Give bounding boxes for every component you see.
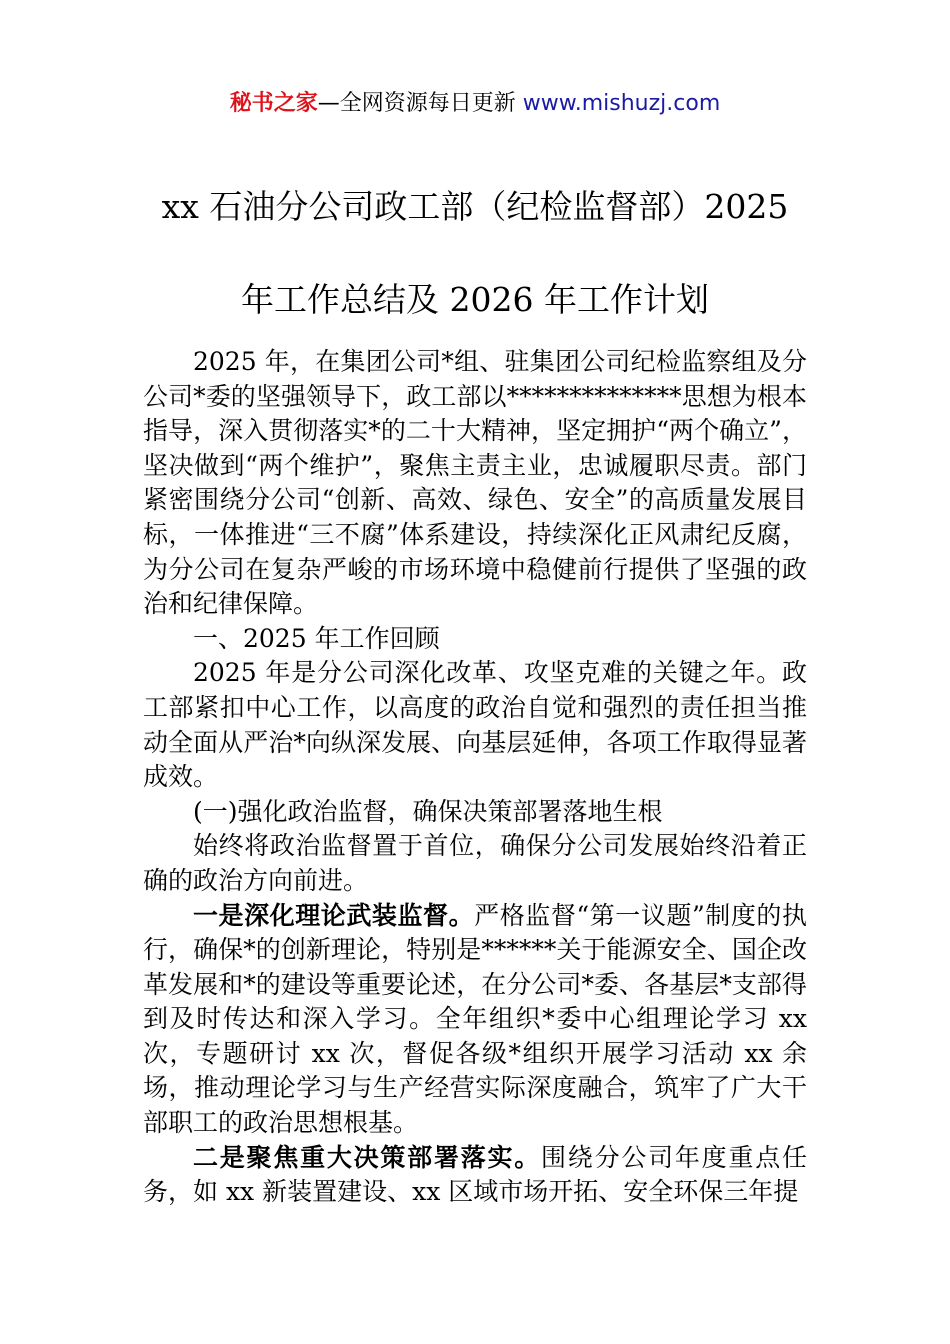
title-line-1: xx 石油分公司政工部（纪检监督部）2025: [161, 187, 789, 226]
paragraph-intro: 2025 年，在集团公司*组、驻集团公司纪检监察组及分公司*委的坚强领导下，政工部以**************思想为根本指导，深入贯彻落实*的二十大精神，坚定拥护“两个确立”，坚决做到“两个维护”，聚焦主责主业，忠诚履职尽责。部门紧密围绕分公司“创新、高效、绿色、安全”的高质量发展目标，一体推进“三不腐”体系建设，持续深化正风肃纪反腐，为分公司在复杂严峻的市场环境中稳健前行提供了坚强的政治和纪律保障。: [143, 347, 807, 619]
document-body: [143, 345, 807, 1210]
paragraph-lead-1: 一是深化理论武装监督。: [193, 900, 475, 930]
subsection-heading-1: (一)强化政治监督，确保决策部署落地生根: [193, 796, 663, 826]
header-tagline: 全网资源每日更新: [339, 91, 516, 116]
paragraph-political-supervision: 始终将政治监督置于首位，确保分公司发展始终沿着正确的政治方向前进。: [143, 831, 807, 895]
paragraph-theory-supervision: [143, 899, 807, 1141]
section-heading-1: 一、2025 年工作回顾: [193, 623, 440, 653]
paragraph-text-1: 严格监督“第一议题”制度的执行，确保*的创新理论，特别是******关于能源安全、国企改革发展和*的建设等重要论述，在分公司*委、各基层*支部得到及时传达和深入学习。全年组织*委中心组理论学习 xx 次，专题研讨 xx 次，督促各级*组织开展学习活动 xx 余场，推动理论学习与生产经营实际深度融合，筑牢了广大干部职工的政治思想根基。: [143, 900, 807, 1138]
document-title: [120, 160, 830, 346]
header-dash: —: [317, 91, 340, 116]
title-line-2: 年工作总结及 2026 年工作计划: [241, 280, 709, 319]
paragraph-lead-2: 二是聚焦重大决策部署落实。: [193, 1142, 542, 1172]
site-header: [0, 88, 950, 120]
brand-name: 秘书之家: [229, 91, 318, 116]
paragraph-text-2: 围绕分公司年度重点任务，如 xx 新装置建设、xx 区域市场开拓、安全环保三年提: [143, 1142, 807, 1207]
site-url-link[interactable]: www.mishuzj.com: [522, 91, 721, 116]
paragraph-review: 2025 年是分公司深化改革、攻坚克难的关键之年。政工部紧扣中心工作，以高度的政治自觉和强烈的责任担当推动全面从严治*向纵深发展、向基层延伸，各项工作取得显著成效。: [143, 658, 807, 792]
paragraph-decision-implementation: [143, 1141, 807, 1210]
